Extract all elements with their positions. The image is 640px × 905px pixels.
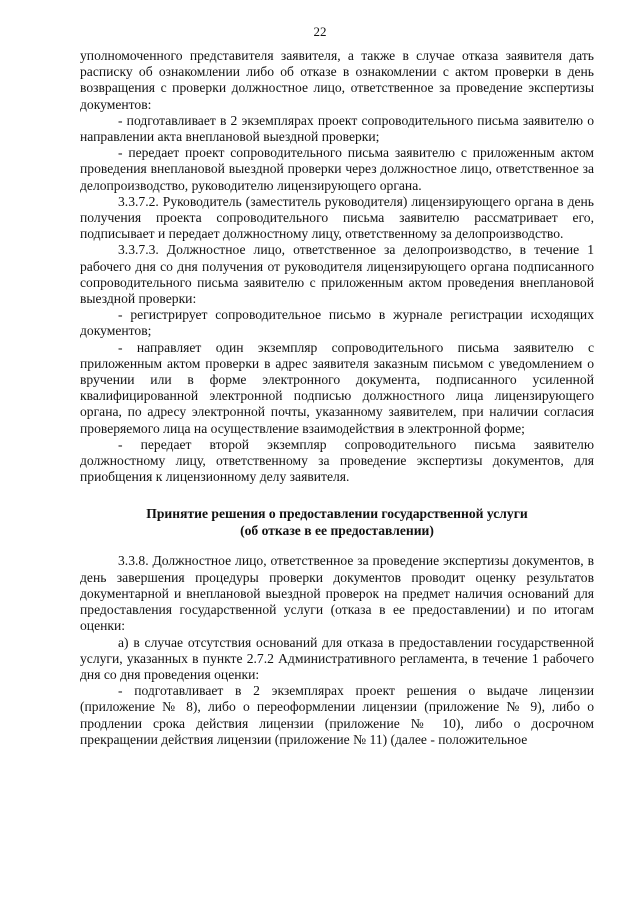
list-item-prepare-decision: - подготавливает в 2 экземплярах проект решения о выдаче лицензии (приложение № 8), либо о переоформлении лицензии (приложение № 9), либо о продлении срока действия лицензии (приложение № 10), либо о досрочном прекращении действия лицензии (приложение № 11) (далее - положительное <box>80 683 594 747</box>
list-item-pass-letter: - передает проект сопроводительного письма заявителю с приложенным актом проведения внеплановой выездной проверки через должностное лицо, ответственное за делопроизводство, руководителю лицензирующего органа. <box>80 145 594 193</box>
section-heading-line-1: Принятие решения о предоставлении государственной услуги <box>146 506 528 522</box>
subclause-a: а) в случае отсутствия оснований для отказа в предоставлении государственной услуги, указанных в пункте 2.7.2 Административного регламента, в течение 1 рабочего дня со дня проведения оценки: <box>80 634 594 682</box>
document-body <box>80 48 594 748</box>
list-item-second-copy: - передает второй экземпляр сопроводительного письма заявителю должностному лицу, ответственному за проведение экспертизы документов, для приобщения к лицензионному делу заявителя. <box>80 436 594 485</box>
paragraph-continuation: уполномоченного представителя заявителя, а также в случае отказа заявителя дать расписку об ознакомлении либо об отказе в ознакомлении с актом проверки в день возвращения с проверки должностное лицо, ответственное за проведение экспертизы документов: <box>80 48 594 112</box>
clause-3-3-8: 3.3.8. Должностное лицо, ответственное за проведение экспертизы документов, в день завершения процедуры проверки документов проводит оценку результатов документарной и внеплановой выездной проверок на предмет наличия оснований для предоставления государственной услуги (отказа в ее предоставлении) и по итогам оценки: <box>80 553 594 634</box>
page-number: 22 <box>313 24 327 39</box>
list-item-send-copy: - направляет один экземпляр сопроводительного письма заявителю с приложенным актом проверки в адрес заявителя заказным письмом с уведомлением о вручении или в форме электронного документа, подписанного усиленной квалифицированной электронной подписью должностного лица лицензирующего органа, по адресу электронной почты, указанному заявителем, при наличии согласия проверяемого лица на осуществление взаимодействия в электронной форме; <box>80 339 594 436</box>
section-heading <box>80 505 594 539</box>
clause-3-3-7-2: 3.3.7.2. Руководитель (заместитель руководителя) лицензирующего органа в день получения проекта сопроводительного письма заявителю рассматривает его, подписывает и передает должностному лицу, ответственному за делопроизводство. <box>80 193 594 242</box>
clause-3-3-7-3: 3.3.7.3. Должностное лицо, ответственное за делопроизводство, в течение 1 рабочего дня со дня получения от руководителя лицензирующего органа подписанного сопроводительного письма заявителю с приложенным актом проведения внеплановой выездной проверки: <box>80 242 594 307</box>
list-item-prepare-letter: - подготавливает в 2 экземплярах проект сопроводительного письма заявителю о направлении акта внеплановой выездной проверки; <box>80 112 594 145</box>
section-heading-line-2: (об отказе в ее предоставлении) <box>240 523 434 539</box>
list-item-register-letter: - регистрирует сопроводительное письмо в журнале регистрации исходящих документов; <box>80 307 594 339</box>
